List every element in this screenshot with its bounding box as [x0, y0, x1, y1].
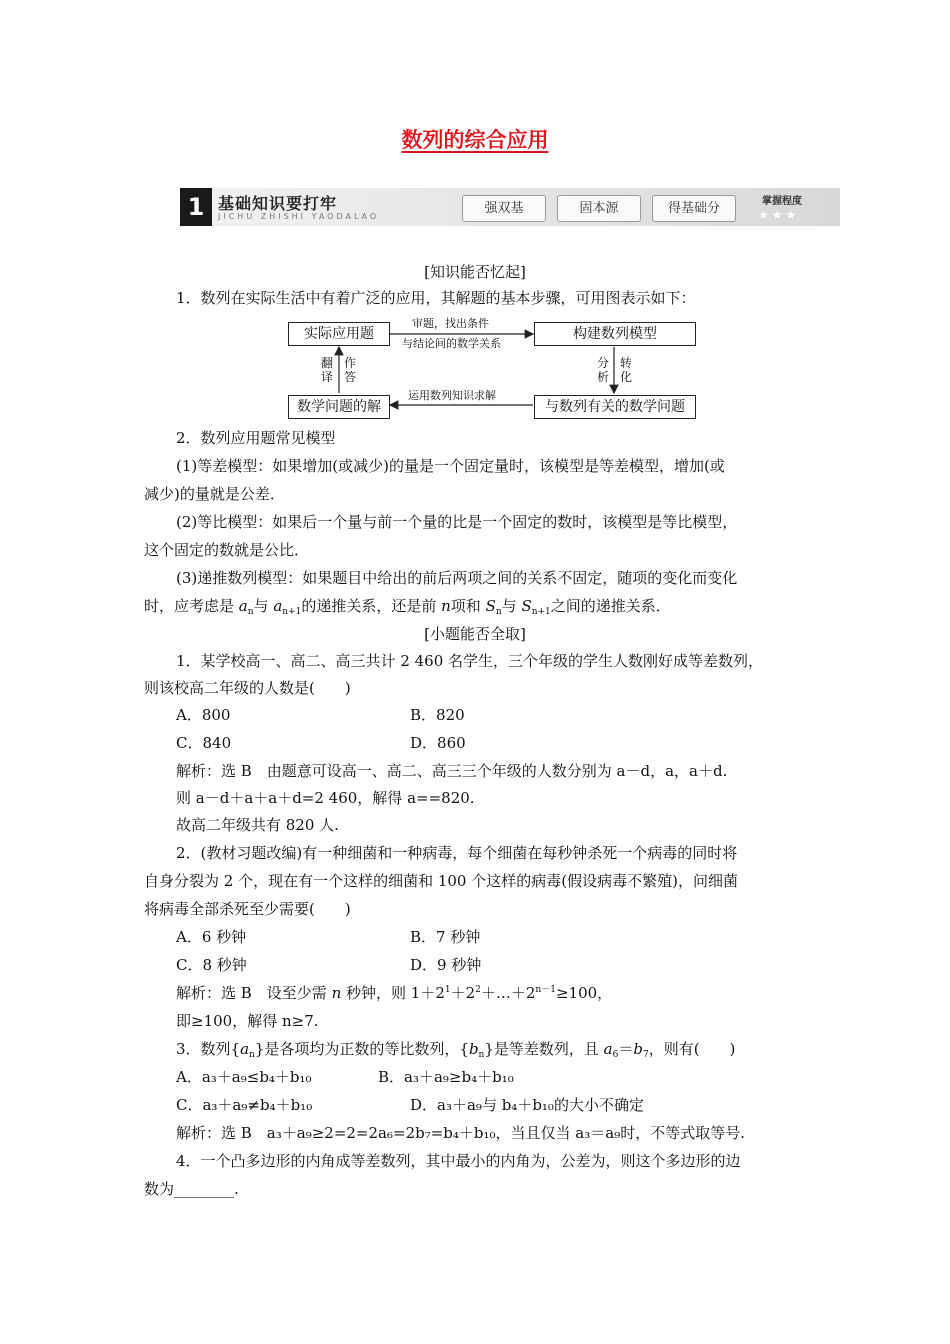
arrow-label-right-2: 转化: [619, 356, 632, 384]
model-geometric-line-2: 这个固定的数就是公比．: [144, 541, 310, 559]
model-geometric-line-1: (2)等比模型：如果后一个量与前一个量的比是一个固定的数时，该模型是等比模型，: [176, 513, 738, 531]
q2-stem-3: 将病毒全部杀死至少需要( ): [144, 900, 351, 918]
page-title: 数列的综合应用: [401, 128, 549, 152]
q2-option-c: C．8 秒钟: [176, 956, 247, 974]
banner-number: 1: [180, 188, 212, 226]
arrow-label-bottom: 运用数列知识求解: [408, 389, 496, 402]
arrow-label-right-1: 分析: [596, 356, 609, 384]
box-actual-problem: 实际应用题: [288, 322, 390, 346]
flow-arrows: [0, 0, 950, 440]
q4-stem-1: 4．一个凸多边形的内角成等差数列，其中最小的内角为，公差为，则这个多边形的边: [176, 1152, 741, 1170]
q3-stem: 3．数列$\{a_n\}$是各项均为正数的等比数列，$\{b_n\}$是等差数列，且 $a_6=b_7$，则有( ): [176, 1040, 736, 1060]
section-heading-quiz: [小题能否全取]: [424, 625, 526, 643]
banner-title: 基础知识要打牢: [218, 194, 338, 213]
q3-option-a: A．a₃＋a₉≤b₄＋b₁₀: [176, 1068, 312, 1086]
tab-qiangshuangji[interactable]: 强双基: [462, 195, 546, 222]
q4-stem-2: 数为________.: [144, 1180, 239, 1198]
q2-stem-2: 自身分裂为 2 个，现在有一个这样的细菌和 100 个这样的病毒(假设病毒不繁殖)，问细菌: [144, 872, 738, 890]
tab-gubenyuan[interactable]: 固本源: [557, 195, 641, 222]
box-build-model: 构建数列模型: [534, 322, 696, 346]
q1-solution-1: 解析：选 B 由题意可设高一、高二、高三三个年级的人数分别为 a－d，a，a＋d.: [176, 762, 728, 780]
q1-option-a: A．800: [176, 706, 231, 724]
q2-solution-1: 解析：选 B 设至少需 n 秒钟，则 $1+2^1+2^2+\dots+2^{n-1}\ge 100$，: [176, 984, 613, 1002]
model-recursive-line-2: 时，应考虑是 $a_n$与 $a_{n+1}$的递推关系，还是前 n项和 $S_n$与 $S_{n+1}$之间的递推关系．: [144, 597, 671, 617]
knowledge-item-1: 1．数列在实际生活中有着广泛的应用，其解题的基本步骤，可用图表示如下：: [176, 289, 696, 307]
q3-option-c: C．a₃＋a₉≠b₄＋b₁₀: [176, 1096, 313, 1114]
section-heading-knowledge: [知识能否忆起]: [424, 263, 526, 281]
mastery-label: 掌握程度: [762, 196, 802, 207]
banner-pinyin: JICHU ZHISHI YAODALAO: [218, 212, 380, 221]
tab-dejichufen[interactable]: 得基础分: [652, 195, 736, 222]
arrow-label-left-1: 翻译: [320, 356, 333, 384]
q2-solution-2: 即≥100，解得 n≥7.: [176, 1012, 319, 1030]
q3-solution: 解析：选 B a₃＋a₉≥2=2=2a₆=2b₇=b₄＋b₁₀，当且仅当 a₃＝a₉时，不等式取等号.: [176, 1124, 745, 1142]
q1-solution-2: 则 a－d＋a＋a＋d=2 460，解得 a==820.: [176, 789, 475, 807]
box-math-solution: 数学问题的解: [288, 395, 390, 419]
q2-option-a: A．6 秒钟: [176, 928, 247, 946]
q1-stem-2: 则该校高二年级的人数是( ): [144, 679, 351, 697]
arrow-label-top-2: 与结论间的数学关系: [402, 337, 501, 350]
model-arithmetic-line-2: 减少)的量就是公差．: [144, 485, 285, 503]
q1-solution-3: 故高二年级共有 820 人.: [176, 816, 339, 834]
knowledge-item-2: 2．数列应用题常见模型: [176, 429, 336, 447]
box-related-problem: 与数列有关的数学问题: [534, 395, 696, 419]
q2-option-d: D．9 秒钟: [410, 956, 482, 974]
arrow-label-top-1: 审题，找出条件: [412, 317, 489, 330]
model-recursive-line-1: (3)递推数列模型：如果题目中给出的前后两项之间的关系不固定，随项的变化而变化: [176, 569, 738, 587]
q2-stem-1: 2．(教材习题改编)有一种细菌和一种病毒，每个细菌在每秒钟杀死一个病毒的同时将: [176, 844, 738, 862]
arrow-label-left-2: 作答: [343, 356, 356, 384]
q1-stem-1: 1．某学校高一、高二、高三共计 2 460 名学生，三个年级的学生人数刚好成等差数列，: [176, 652, 764, 670]
q3-option-b: B．a₃＋a₉≥b₄＋b₁₀: [378, 1068, 514, 1086]
model-arithmetic-line-1: (1)等差模型：如果增加(或减少)的量是一个固定量时，该模型是等差模型，增加(或: [176, 457, 725, 475]
q1-option-b: B．820: [410, 706, 465, 724]
q3-option-d: D．a₃＋a₉与 b₄＋b₁₀的大小不确定: [410, 1096, 644, 1114]
q2-option-b: B．7 秒钟: [410, 928, 481, 946]
q1-option-d: D．860: [410, 734, 466, 752]
star-rating-icon: ★★★: [758, 208, 800, 222]
q1-option-c: C．840: [176, 734, 232, 752]
